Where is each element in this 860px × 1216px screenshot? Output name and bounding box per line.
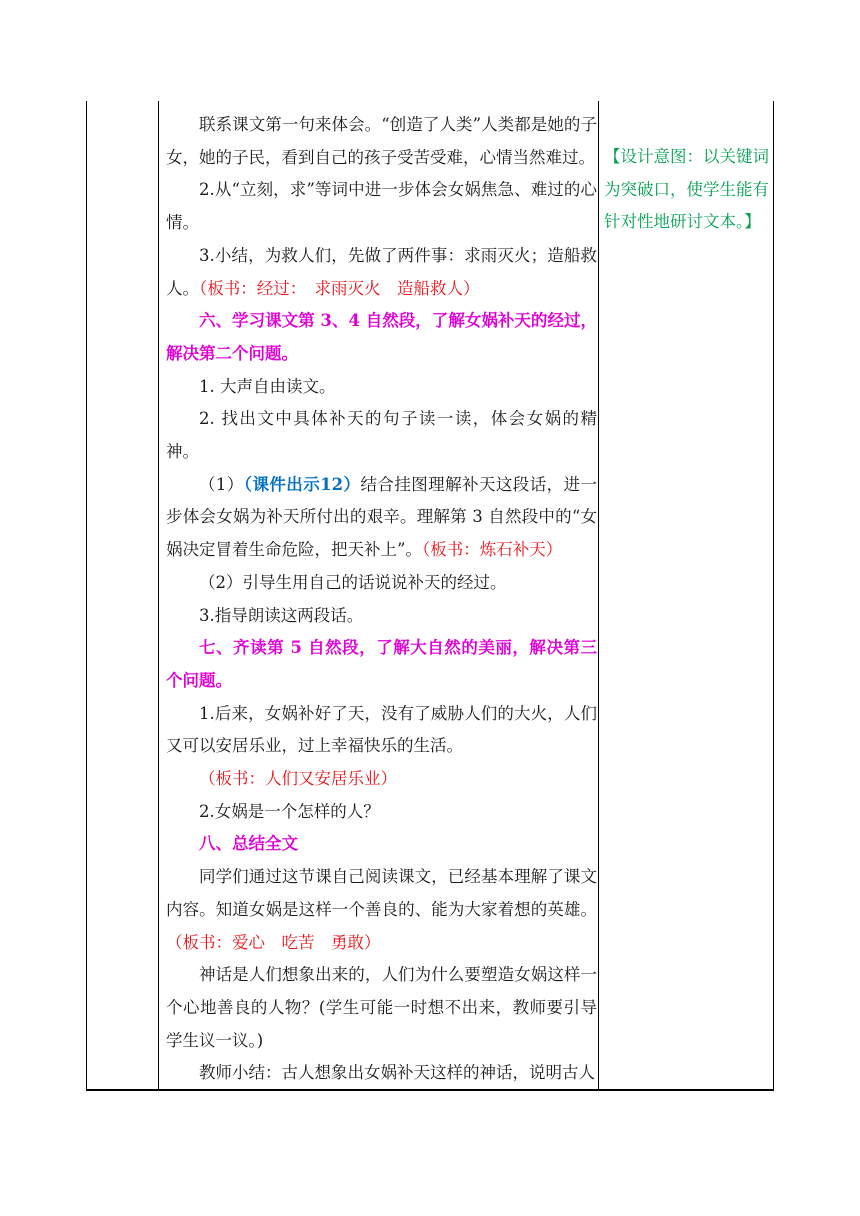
board-note: （板书：炼石补天） [421, 540, 563, 560]
paragraph: 1. 大声自由读文。 [199, 376, 336, 396]
paragraph: 教师小结：古人想象出女娲补天这样的神话，说明古人 [199, 1063, 595, 1083]
paragraph: 2.从“立刻，求”等词中进一步体会女娲焦急、难过的心情。 [166, 180, 597, 233]
paragraph-text: 结合挂图理解补天这段话，进一步体会女娲为补天所付出的艰辛。理解第 3 自然段中的“女娲决定冒着生命危险，把天补上”。 [166, 474, 598, 560]
paragraph: 联系课文第一句来体会。“创造了人类”人类都是她的子女，她的子民，看到自己的孩子受苦受难，心情当然难过。 [166, 115, 597, 167]
design-intent-note: 【设计意图：以关键词为突破口，使学生能有针对性地研讨文本。】 [604, 147, 769, 232]
board-note: （板书：人们又安居乐业） [199, 769, 397, 789]
table-left-border [86, 101, 87, 1091]
table-col-divider-1 [158, 101, 159, 1091]
paragraph-text: （1） [199, 474, 244, 494]
table-col-divider-2 [598, 101, 599, 1091]
paragraph: （2）引导生用自己的话说说补天的经过。 [199, 572, 507, 592]
paragraph [166, 861, 597, 959]
teaching-process-cell [166, 109, 597, 1090]
paragraph: 2.女娲是一个怎样的人？ [199, 801, 380, 821]
board-note: （板书：爱心 吃苦 勇敢） [166, 932, 381, 952]
section-heading: 六、学习课文第 3、4 自然段，了解女娲补天的经过，解决第二个问题。 [166, 311, 597, 363]
table-right-border [773, 101, 774, 1091]
courseware-note: （课件出示12） [243, 474, 361, 494]
paragraph: 2. 找出文中具体补天的句子读一读，体会女娲的精神。 [166, 409, 597, 462]
paragraph: 神话是人们想象出来的，人们为什么要塑造女娲这样一个心地善良的人物？(学生可能一时想不出来，教师要引导学生议一议。) [166, 965, 597, 1050]
paragraph: 3.指导朗读这两段话。 [199, 605, 364, 625]
board-note: （板书：经过： 求雨灭火 造船救人） [199, 278, 480, 298]
paragraph-text: 3.小结，为救人们，先做了两件事：求雨灭火；造船救人。 [166, 245, 597, 298]
paragraph-text: 同学们通过这节课自己阅读课文，已经基本理解了课文内容。知道女娲是这样一个善良的、能为大家着想的英雄。 [166, 867, 597, 919]
section-heading: 七、齐读第 5 自然段，了解大自然的美丽，解决第三个问题。 [166, 638, 597, 690]
paragraph [166, 240, 597, 305]
lesson-table [86, 101, 774, 1091]
design-intent-cell [604, 141, 774, 239]
section-heading: 八、总结全文 [199, 834, 298, 854]
paragraph: 1.后来，女娲补好了天，没有了威胁人们的大火，人们又可以安居乐业，过上幸福快乐的生活。 [166, 703, 597, 756]
paragraph [166, 469, 597, 567]
